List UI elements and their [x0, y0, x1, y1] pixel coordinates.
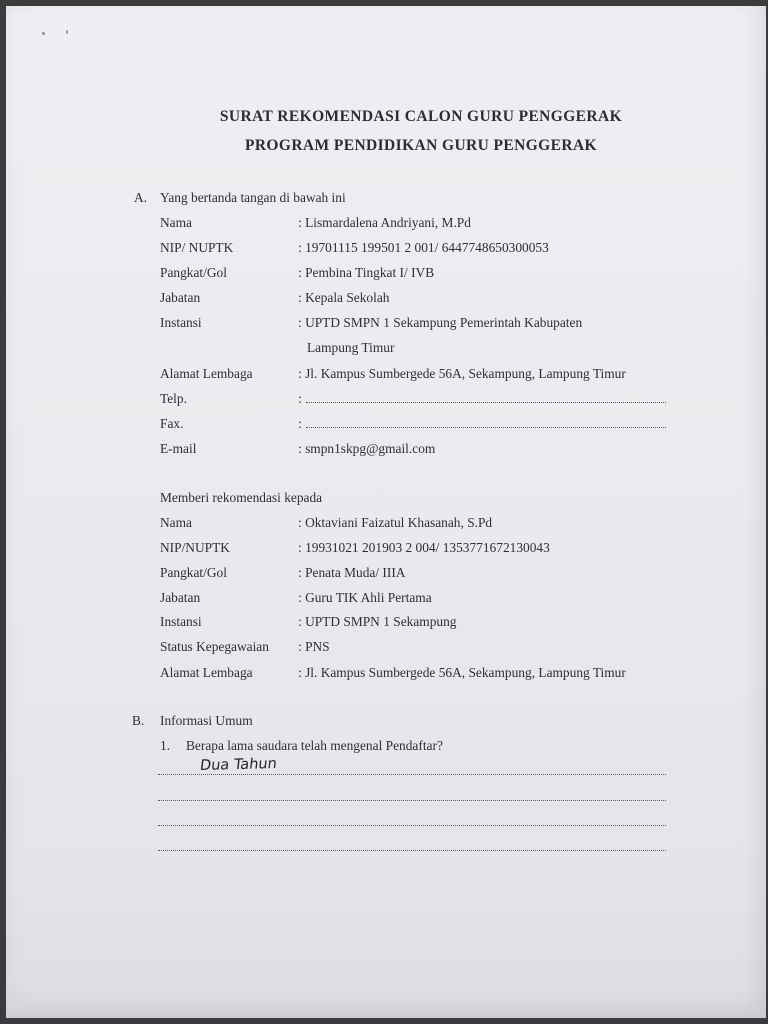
signer-email-label: E-mail [160, 441, 197, 456]
candidate-position-label: Jabatan [160, 590, 201, 605]
signer-institution-value: : UPTD SMPN 1 Sekampung Pemerintah Kabupaten [298, 315, 583, 330]
recommend-heading: Memberi rekomendasi kepada [160, 490, 323, 505]
candidate-institution-label: Instansi [160, 614, 202, 629]
answer-line [158, 774, 666, 775]
signer-name-label: Nama [160, 215, 192, 230]
signer-address-value: : Jl. Kampus Sumbergede 56A, Sekampung, Lampung Timur [298, 366, 626, 381]
signer-phone-blank [306, 402, 666, 403]
candidate-rank-value: : Penata Muda/ IIIA [298, 565, 406, 580]
answer-line [158, 800, 666, 801]
answer-line [158, 850, 666, 851]
section-b-heading: Informasi Umum [160, 713, 253, 728]
signer-email-value: : smpn1skpg@gmail.com [298, 441, 436, 456]
candidate-nip-value: : 19931021 201903 2 004/ 1353771672130043 [298, 540, 550, 555]
signer-rank-label: Pangkat/Gol [160, 265, 227, 280]
signer-name-value: : Lismardalena Andriyani, M.Pd [298, 215, 471, 230]
signer-nip-value: : 19701115 199501 2 001/ 6447748650300053 [298, 240, 549, 255]
paper-speck [66, 30, 68, 34]
signer-phone-label: Telp. [160, 391, 187, 406]
letter-page [6, 6, 766, 1018]
signer-institution-value-cont: Lampung Timur [307, 340, 395, 355]
candidate-rank-label: Pangkat/Gol [160, 565, 227, 580]
candidate-nip-label: NIP/NUPTK [160, 540, 230, 555]
candidate-address-label: Alamat Lembaga [160, 665, 253, 680]
signer-nip-label: NIP/ NUPTK [160, 240, 234, 255]
question-number: 1. [160, 738, 171, 753]
letter-title: SURAT REKOMENDASI CALON GURU PENGGERAK [219, 108, 623, 125]
candidate-position-value: : Guru TIK Ahli Pertama [298, 590, 432, 605]
paper-speck [42, 32, 45, 35]
candidate-institution-value: : UPTD SMPN 1 Sekampung [298, 614, 457, 629]
signer-fax-label: Fax. [160, 416, 184, 431]
signer-position-value: : Kepala Sekolah [298, 290, 390, 305]
signer-phone-value: : [298, 391, 302, 406]
candidate-name-value: : Oktaviani Faizatul Khasanah, S.Pd [298, 515, 493, 530]
handwritten-answer: Dua Tahun [199, 755, 278, 775]
letter-subtitle: PROGRAM PENDIDIKAN GURU PENGGERAK [244, 137, 598, 154]
section-b-number: B. [132, 713, 145, 728]
signer-rank-value: : Pembina Tingkat I/ IVB [298, 265, 435, 280]
section-a-number: A. [134, 190, 148, 205]
answer-line [158, 825, 666, 826]
candidate-name-label: Nama [160, 515, 192, 530]
section-a-heading: Yang bertanda tangan di bawah ini [160, 190, 346, 205]
signer-fax-blank [306, 427, 666, 428]
question-text: Berapa lama saudara telah mengenal Pendaftar? [186, 738, 443, 753]
candidate-status-value: : PNS [298, 639, 330, 654]
candidate-address-value: : Jl. Kampus Sumbergede 56A, Sekampung, Lampung Timur [298, 665, 626, 680]
signer-fax-value: : [298, 416, 302, 431]
signer-position-label: Jabatan [160, 290, 201, 305]
signer-institution-label: Instansi [160, 315, 202, 330]
candidate-status-label: Status Kepegawaian [160, 639, 269, 654]
signer-address-label: Alamat Lembaga [160, 366, 253, 381]
